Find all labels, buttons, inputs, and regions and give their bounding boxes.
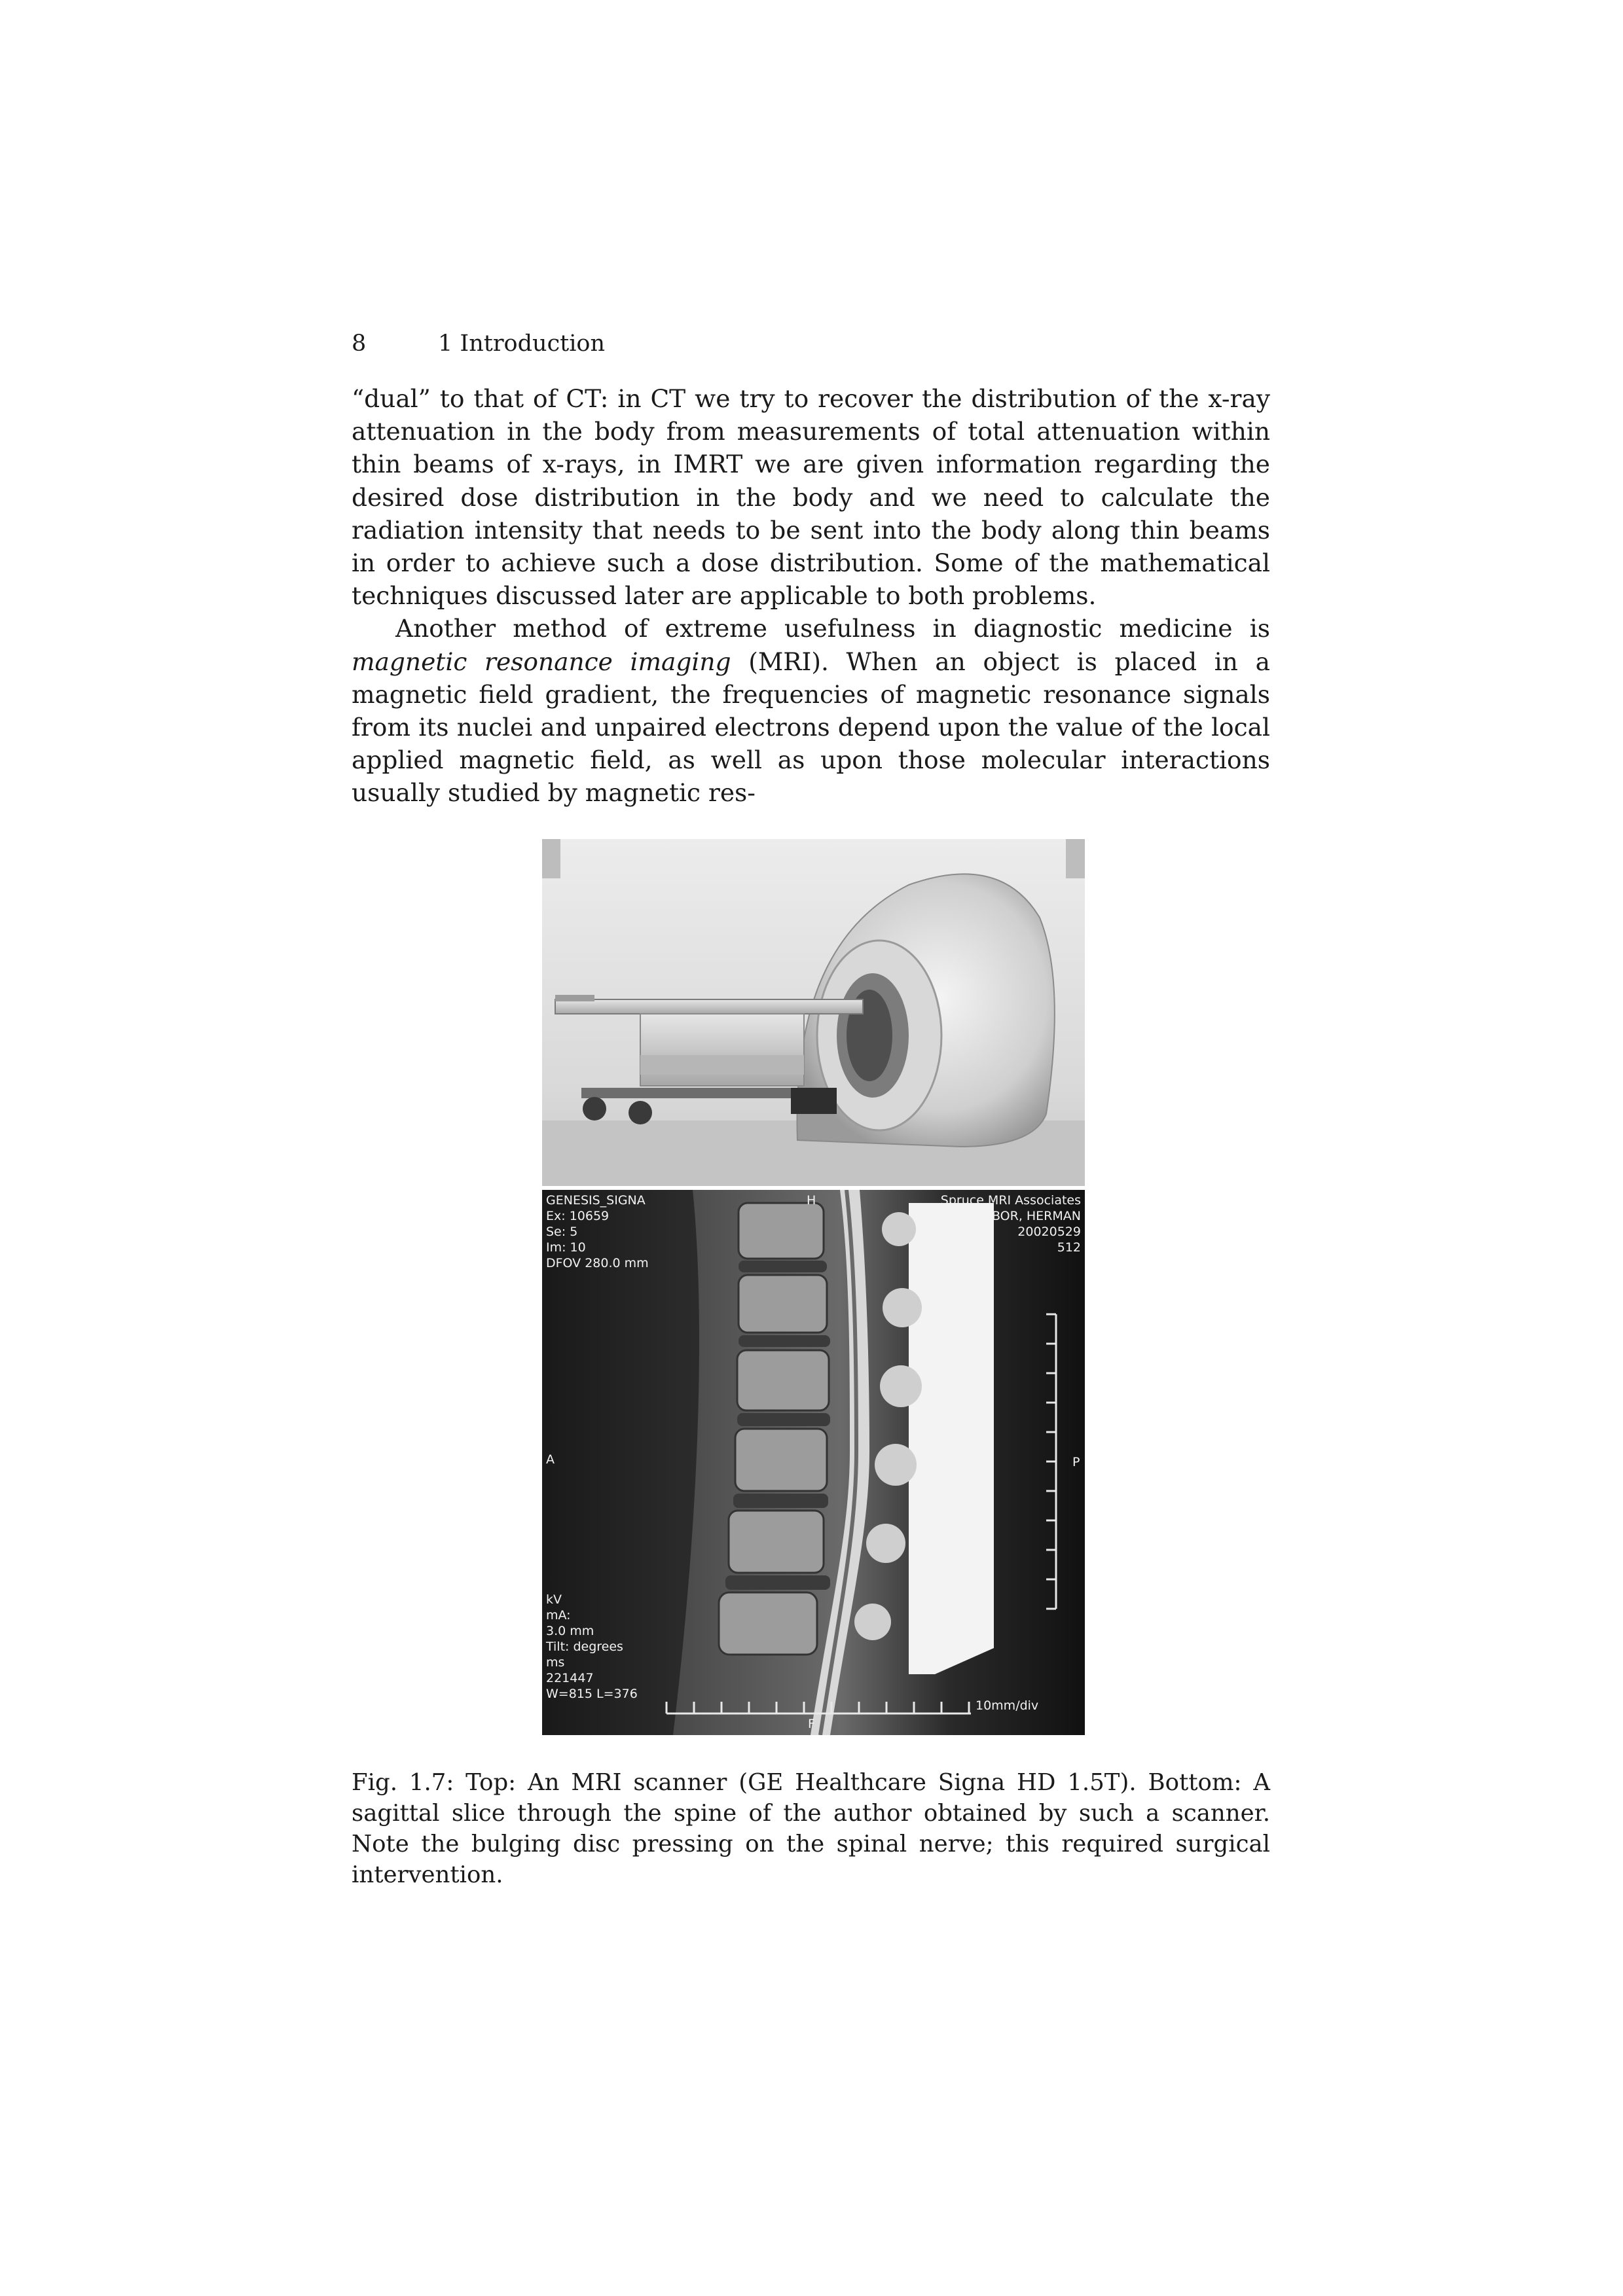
orientation-marker-posterior: P [1072, 1455, 1080, 1469]
emphasized-term: magnetic resonance imaging [352, 647, 731, 676]
paragraph: “dual” to that of CT: in CT we try to recover the distribution of the x-ray attenuation in the body from measurements of total attenuation within thin beams of x-rays, in IMRT we are given information regarding the desired dose distribution in the body and we need to calculate the radiation intensity that needs to be sent into the body along thin beams in order to achieve such a dose distribution. Some of the mathematical techniques discussed later are applicable to both problems. [352, 384, 1270, 611]
page-header [352, 331, 1270, 370]
paragraph [352, 612, 1270, 809]
scan-info-bottom-left: kV mA: 3.0 mm Tilt: degrees ms 221447 W=815 L=376 [546, 1592, 638, 1701]
scale-label: 10mm/div [976, 1698, 1039, 1713]
body-text [352, 382, 1270, 810]
orientation-marker-anterior: A [546, 1452, 555, 1467]
mri-scanner-photo [542, 839, 1085, 1186]
paragraph-text: Another method of extreme usefulness in diagnostic medicine is [395, 614, 1270, 643]
orientation-marker-feet: F [808, 1717, 815, 1731]
scan-info-top-left: GENESIS_SIGNA Ex: 10659 Se: 5 Im: 10 DFOV 280.0 mm [546, 1193, 649, 1270]
page-number: 8 [352, 331, 367, 357]
mri-sagittal-slice [542, 1190, 1085, 1735]
figure-caption: Fig. 1.7: Top: An MRI scanner (GE Healthcare Signa HD 1.5T). Bottom: A sagittal slice through the spine of the author obtained by such a scanner. Note the bulging disc pressing on the spinal nerve; this required surgical intervention. [352, 1769, 1270, 1888]
orientation-marker-head: H [807, 1193, 816, 1208]
paragraph-text: (MRI). When an object is placed in a magnetic field gradient, the frequencies of magnetic resonance signals from its nuclei and unpaired electrons depend upon the value of the local applied magnetic field, as well as upon those molecular interactions usually studied by magnetic res- [352, 647, 1270, 808]
figure [542, 839, 1085, 1735]
mri-scanner-illustration [542, 839, 1085, 1186]
scan-info-top-right: Spruce MRI Associates GABOR, HERMAN 20020529 512 [940, 1193, 1081, 1255]
running-head: 1 Introduction [438, 331, 606, 357]
